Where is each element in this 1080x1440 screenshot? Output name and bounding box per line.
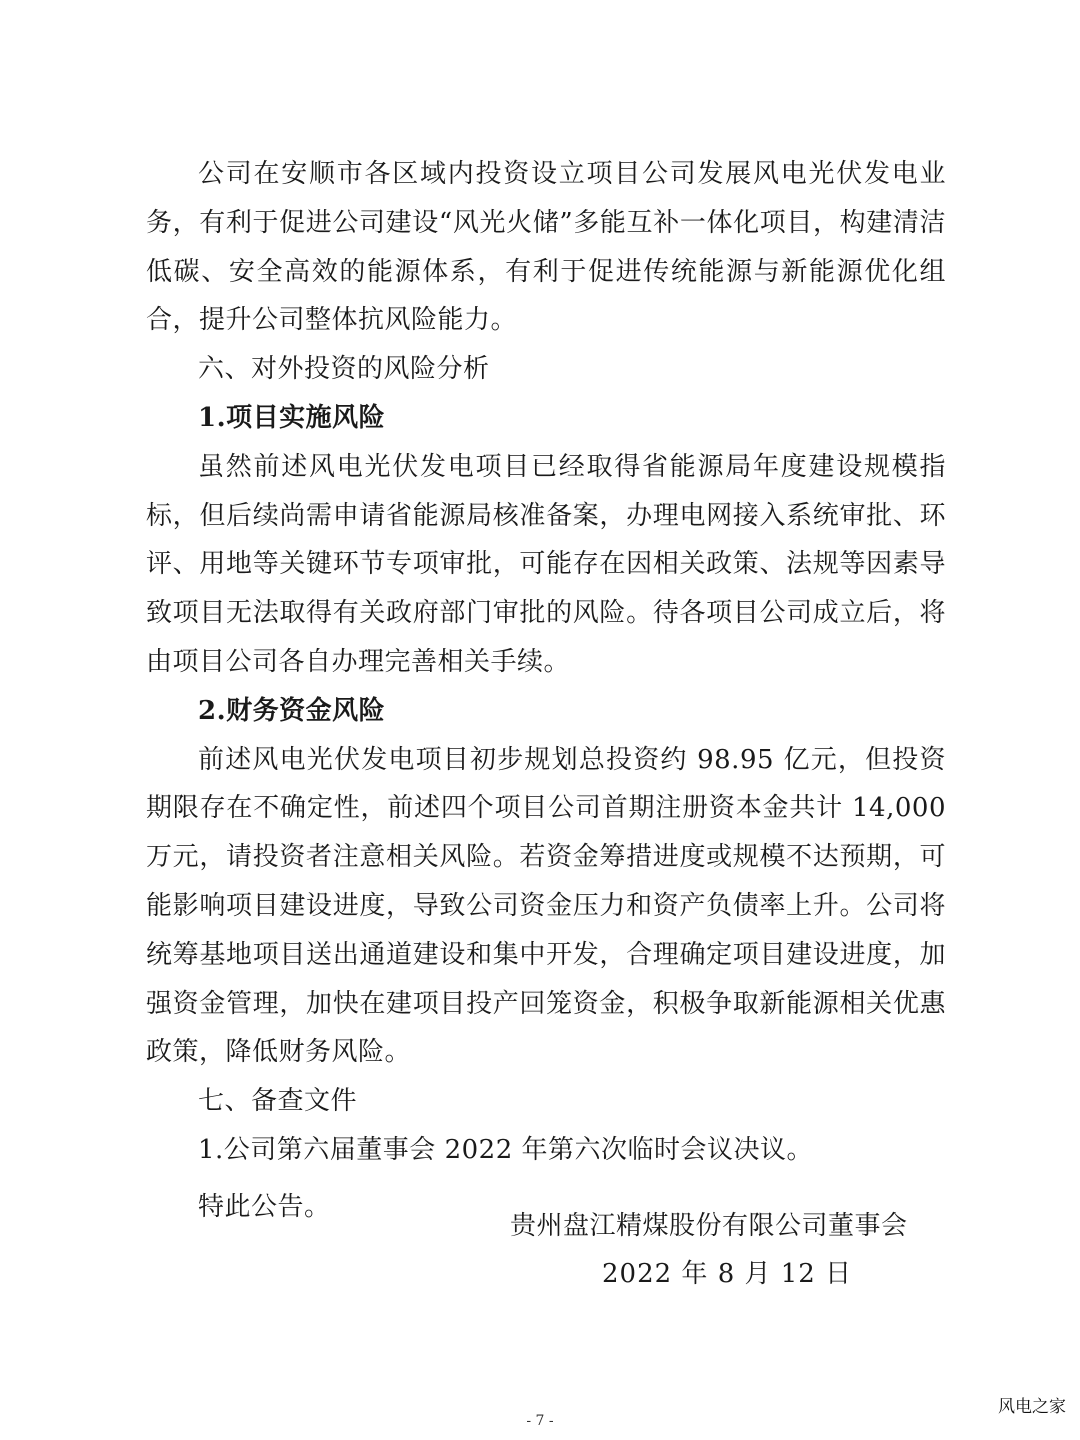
section-heading-risk-analysis: 六、对外投资的风险分析: [198, 354, 490, 385]
paragraph-investment-benefit: 公司在安顺市各区域内投资设立项目公司发展风电光伏发电业务，有利于促进公司建设“风光火储”多能互补一体化项目，构建清洁低碳、安全高效的能源体系，有利于促进传统能源与新能源优化组合，提升公司整体抗风险能力。: [146, 159, 946, 336]
signature-date: 2022 年 8 月 12 日: [602, 1259, 853, 1289]
page-number: - 7 -: [526, 1413, 554, 1429]
watermark-text: 风电之家: [998, 1397, 1066, 1417]
section-heading-reference-docs: 七、备查文件: [198, 1086, 358, 1117]
subheading-project-risk: 1.项目实施风险: [198, 402, 386, 433]
closing-statement: 特此公告。: [198, 1191, 331, 1222]
subheading-financial-risk: 2.财务资金风险: [198, 695, 386, 726]
paragraph-project-risk: 虽然前述风电光伏发电项目已经取得省能源局年度建设规模指标，但后续尚需申请省能源局核准备案，办理电网接入系统审批、环评、用地等关键环节专项审批，可能存在因相关政策、法规等因素导致项目无法取得有关政府部门审批的风险。待各项目公司成立后，将由项目公司各自办理完善相关手续。: [146, 451, 946, 677]
paragraph-financial-risk: 前述风电光伏发电项目初步规划总投资约 98.95 亿元，但投资期限存在不确定性，前述四个项目公司首期注册资本金共计 14,000 万元，请投资者注意相关风险。若资金筹措进度或规模不达预期，可能影响项目建设进度，导致公司资金压力和资产负债率上升。公司将统筹基地项目送出通道建设和集中开发，合理确定项目建设进度，加强资金管理，加快在建项目投产回笼资金，积极争取新能源相关优惠政策，降低财务风险。: [146, 744, 946, 1068]
signature-organization: 贵州盘江精煤股份有限公司董事会: [510, 1211, 908, 1241]
reference-doc-item: 1.公司第六届董事会 2022 年第六次临时会议决议。: [198, 1134, 814, 1165]
document-body: [146, 150, 946, 1232]
